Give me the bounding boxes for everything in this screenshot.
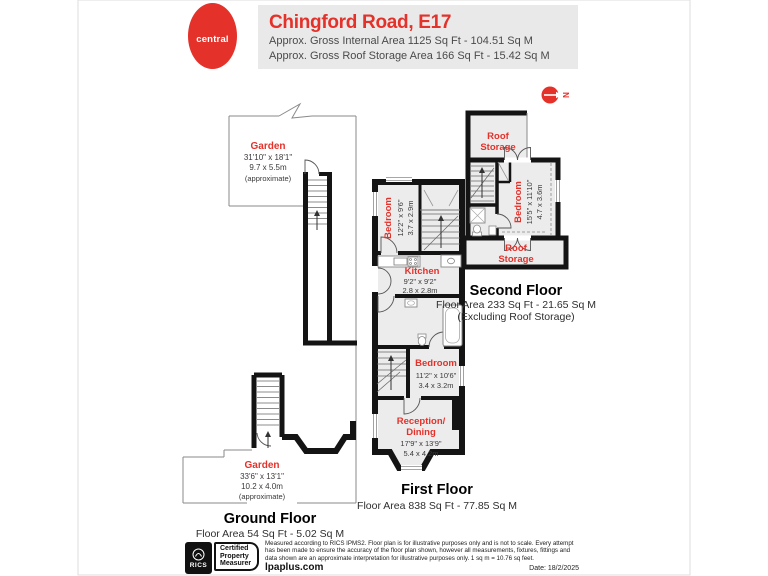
hob-icon (408, 257, 418, 266)
lower-garden-imperial: 33'6" x 13'1" (240, 472, 284, 481)
brand-logo-text: central (196, 33, 229, 45)
bedroom-second-metric: 4.7 x 3.6m (535, 184, 544, 220)
side-passage-stairs (303, 160, 357, 343)
shower-icon (470, 208, 485, 223)
bedroom-front-label: Bedroom (383, 197, 394, 239)
certified-property-measurer-badge (214, 542, 259, 571)
gross-roof-storage-area: Approx. Gross Roof Storage Area 166 Sq Ft - 15.42 Sq M (269, 49, 550, 62)
cert-line-1: Certified (220, 545, 249, 552)
kitchen-imperial: 9'2" x 9'2" (403, 277, 437, 286)
second-floor-area: Floor Area 233 Sq Ft - 21.65 Sq M (436, 299, 596, 311)
toilet-icon-second (473, 225, 482, 236)
date-label: Date: 18/2/2025 (529, 565, 579, 572)
upper-garden (229, 104, 356, 455)
cert-line-2: Property (220, 552, 249, 560)
sink-icon-second (489, 226, 496, 235)
lower-garden-note: (approximate) (238, 492, 286, 501)
rics-logo (185, 542, 212, 574)
kitchen-sink-icon (448, 258, 455, 264)
reception-metric: 5.4 x 4.2m (403, 449, 439, 458)
bedroom-second-label: Bedroom (513, 181, 524, 223)
bedroom-front-metric: 3.7 x 2.9m (406, 200, 415, 236)
bedroom-second-imperial: 15'5" x 11'10" (525, 179, 534, 225)
cert-line-3: Measurer (220, 560, 252, 568)
page-title: Chingford Road, E17 (269, 12, 452, 33)
upper-garden-label: Garden (250, 141, 286, 152)
roof-storage-top-label-2: Storage (480, 142, 516, 153)
compass-icon (542, 87, 571, 104)
ground-rear-wall (282, 421, 353, 451)
disclaimer-text: Measured according to RICS IPMS2. Floor plan is for illustrative purposes only and is not to scale. Every attempt has been made to ensure the accuracy of the floor plan shown, however all measurements, fixtures, fittings and data shown are an approximate interpretation for illustrative purposes only. 1 sq m = 10.76 sq feet. (265, 540, 574, 562)
first-floor-title: First Floor (401, 482, 473, 498)
bedroom-rear-metric: 3.4 x 3.2m (418, 381, 454, 390)
first-floor-area: Floor Area 838 Sq Ft - 77.85 Sq M (357, 500, 517, 512)
upper-garden-note: (approximate) (244, 174, 292, 183)
gross-internal-area: Approx. Gross Internal Area 1125 Sq Ft - 104.51 Sq M (269, 35, 533, 47)
ground-floor-area: Floor Area 54 Sq Ft - 5.02 Sq M (195, 528, 345, 540)
chimney-breast (452, 400, 462, 430)
roof-storage-top-label-1: Roof (487, 131, 509, 142)
bathroom-sink-icon (405, 299, 417, 307)
reception-label-2: Dining (406, 427, 436, 438)
bedroom-rear-label: Bedroom (415, 358, 457, 369)
compass-north-label: N (561, 92, 570, 98)
second-floor-note: (Excluding Roof Storage) (457, 311, 575, 323)
lower-garden-metric: 10.2 x 4.0m (241, 482, 283, 491)
upper-garden-imperial: 31'10" x 18'1" (243, 153, 293, 162)
bedroom-front-imperial: 12'2" x 9'6" (396, 199, 405, 237)
reception-imperial: 17'9" x 13'9" (400, 439, 442, 448)
second-floor-title: Second Floor (469, 283, 563, 299)
ground-floor-plan (183, 375, 356, 540)
website-link: lpaplus.com (265, 562, 324, 573)
lower-garden-label: Garden (244, 460, 280, 471)
toilet-icon-first (418, 334, 426, 346)
upper-garden-metric: 9.7 x 5.5m (249, 163, 287, 172)
rics-emblem-icon (192, 548, 205, 561)
roof-storage-bottom-label-1: Roof (505, 243, 527, 254)
roof-storage-bottom-label-2: Storage (498, 254, 534, 265)
rics-label: RICS (189, 561, 208, 569)
kitchen-label: Kitchen (404, 266, 440, 277)
ground-floor-title: Ground Floor (223, 511, 317, 527)
reception-label-1: Reception/ (396, 416, 446, 427)
bedroom-rear-imperial: 11'2" x 10'6" (415, 371, 457, 380)
kitchen-metric: 2.8 x 2.8m (402, 286, 438, 295)
